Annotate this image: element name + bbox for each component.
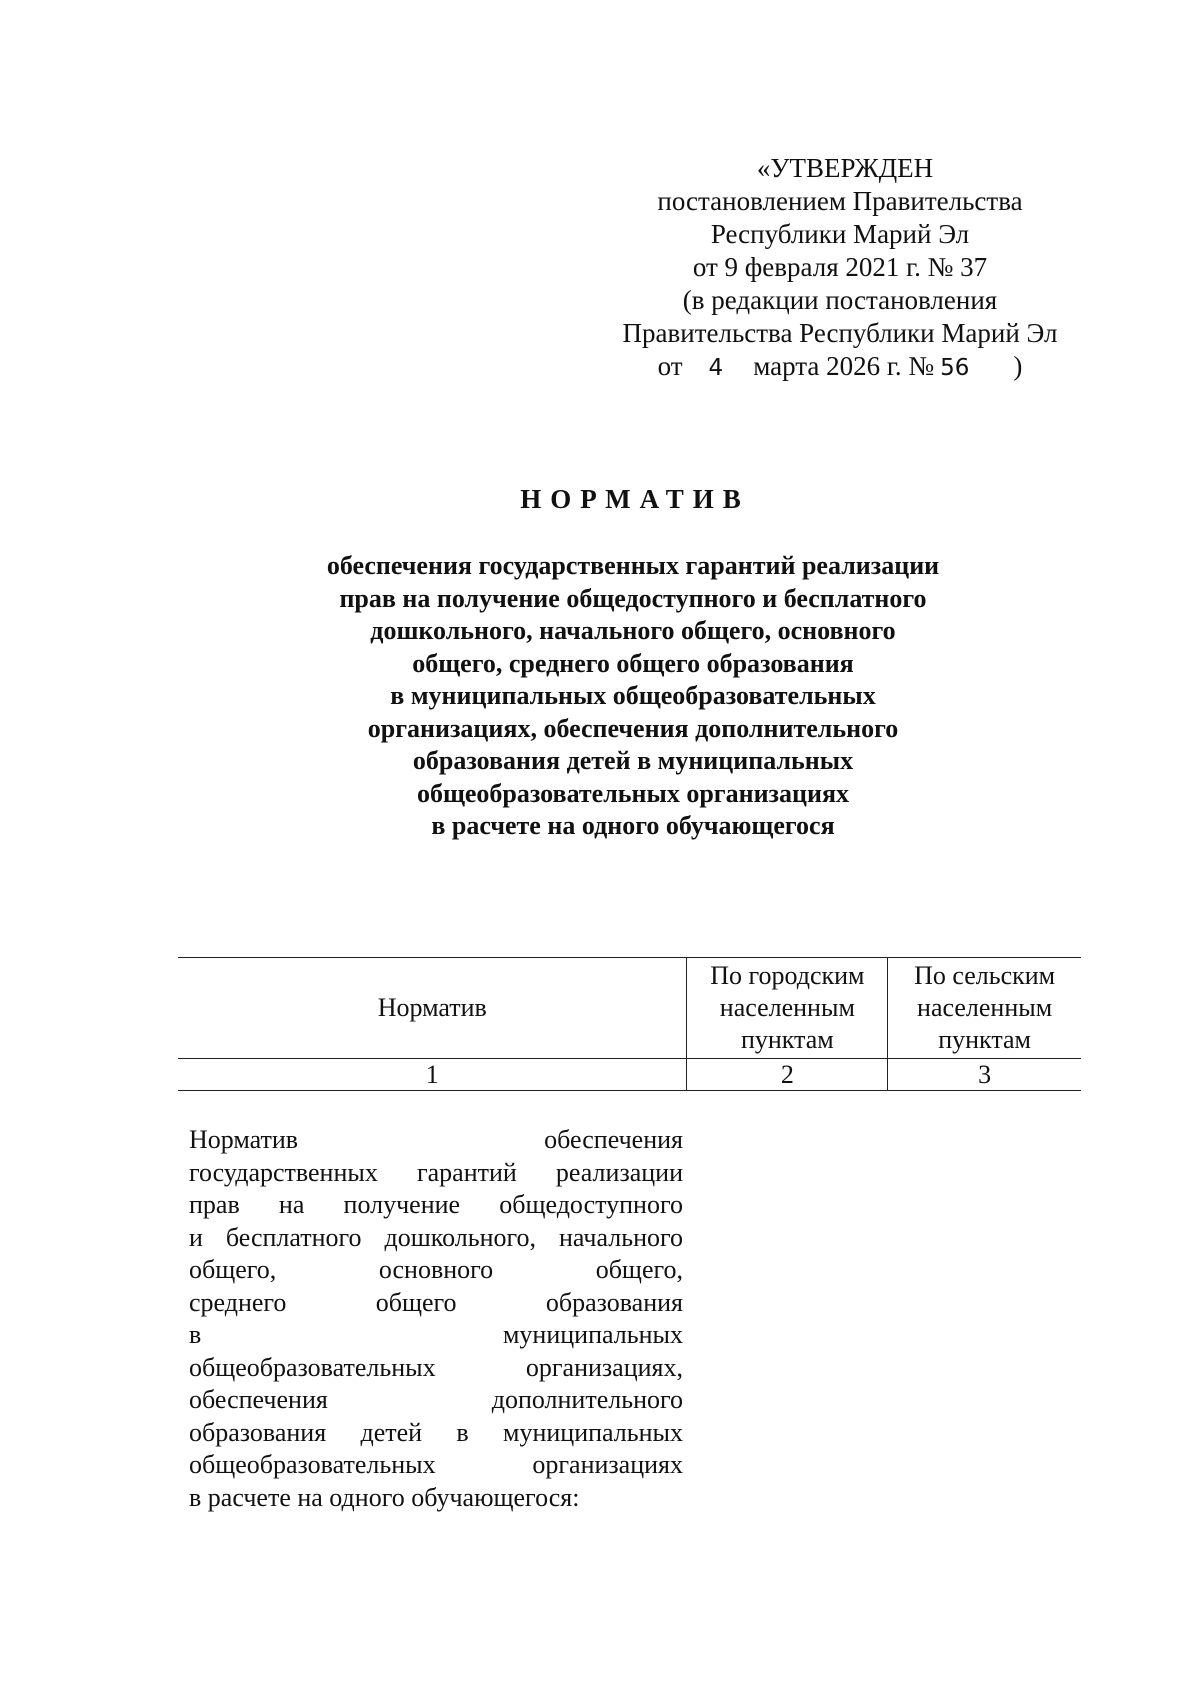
body-line: общего, основного общего, bbox=[189, 1255, 683, 1284]
date-prefix: от bbox=[657, 351, 683, 381]
subheading-line: в муниципальных общеобразовательных bbox=[390, 681, 876, 710]
table-number-row bbox=[178, 1059, 1081, 1091]
body-line: общеобразовательных организациях bbox=[189, 1450, 683, 1479]
date-number-handwritten: 56 bbox=[940, 355, 970, 381]
approval-date-line bbox=[600, 350, 1080, 385]
header-norm: Норматив bbox=[178, 958, 687, 1059]
subheading-line: обеспечения государственных гарантий реализации bbox=[326, 551, 940, 580]
approval-line: Республики Марий Эл bbox=[710, 219, 970, 249]
approval-line: Правительства Республики Марий Эл bbox=[622, 318, 1058, 348]
approval-line: (в редакции постановления bbox=[682, 285, 998, 315]
body-line: Норматив обеспечения bbox=[189, 1125, 683, 1154]
body-line: среднего общего образования bbox=[189, 1287, 683, 1317]
approval-line: от 9 февраля 2021 г. № 37 bbox=[692, 252, 988, 282]
body-line: общеобразовательных организациях, bbox=[189, 1352, 683, 1382]
table-header-row bbox=[178, 958, 1081, 1059]
body-line: в расчете на одного обучающегося: bbox=[189, 1482, 580, 1512]
body-line: прав на получение общедоступного bbox=[189, 1190, 683, 1219]
body-line: и бесплатного дошкольного, начального bbox=[189, 1222, 683, 1252]
subheading-line: общеобразовательных организациях bbox=[416, 778, 850, 808]
norm-table bbox=[178, 957, 1081, 1091]
approval-block bbox=[600, 152, 1080, 385]
body-line: государственных гарантий реализации bbox=[189, 1157, 683, 1187]
subheading-line: дошкольного, начального общего, основного bbox=[370, 616, 896, 645]
header-rural: По сельским населенным пунктам bbox=[888, 958, 1081, 1059]
header-urban: По городским населенным пунктам bbox=[687, 958, 888, 1059]
body-line: в муниципальных bbox=[189, 1320, 683, 1349]
subheading-line: общего, среднего общего образования bbox=[412, 648, 854, 678]
column-number: 3 bbox=[888, 1059, 1081, 1091]
body-line: образования детей в муниципальных bbox=[189, 1417, 683, 1447]
body-line: обеспечения дополнительного bbox=[189, 1385, 683, 1414]
column-number: 2 bbox=[687, 1059, 888, 1091]
subheading-line: организациях, обеспечения дополнительного bbox=[367, 713, 899, 743]
document-subheading bbox=[248, 550, 1018, 843]
subheading-line: прав на получение общедоступного и бесплатного bbox=[339, 583, 927, 613]
subheading-line: образования детей в муниципальных bbox=[412, 746, 854, 775]
approval-line: постановлением Правительства bbox=[657, 186, 1023, 216]
date-day-handwritten: 4 bbox=[708, 355, 724, 381]
date-suffix: ) bbox=[1013, 351, 1023, 381]
norm-description bbox=[189, 1124, 683, 1514]
date-month-year: марта 2026 г. № bbox=[753, 351, 935, 381]
approval-line: «УТВЕРЖДЕН bbox=[756, 153, 934, 183]
document-heading: НОРМАТИВ bbox=[520, 484, 750, 514]
subheading-line: в расчете на одного обучающегося bbox=[431, 811, 835, 840]
column-number: 1 bbox=[178, 1059, 687, 1091]
